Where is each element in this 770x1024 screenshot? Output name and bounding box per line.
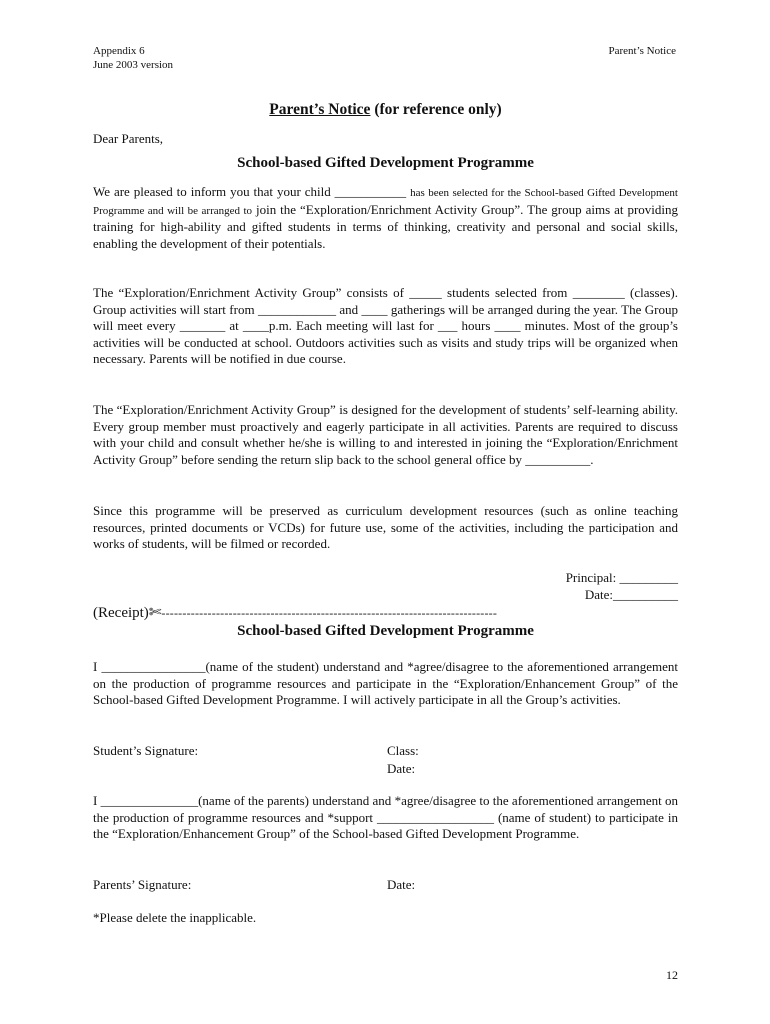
paragraph-intro — [93, 184, 678, 252]
receipt-label: (Receipt) — [93, 605, 149, 621]
paragraph-group-info: The “Exploration/Enrichment Activity Group” consists of _____ students selected from ________ (classes). Group activities will start from ____________ and ____ gatherings will be arranged during the year. The Group will meet every _______ at ____p.m. Each meeting will last for ___ hours ____ minutes. Most of the group’s activities will be conducted at school. Outdoors activities such as visits and study trips will be organized when necessary. Parents will be notified in due course. — [93, 285, 678, 367]
scissors-icon: ✄ — [148, 605, 162, 621]
page-title-underlined: Parent’s Notice — [269, 101, 371, 118]
receipt-programme-title: School-based Gifted Development Programme — [237, 623, 534, 639]
page-title — [93, 101, 678, 119]
class-label: Class: — [387, 743, 419, 758]
student-date-label: Date: — [387, 761, 416, 776]
header-right-label: Parent’s Notice — [608, 45, 676, 57]
programme-title: School-based Gifted Development Programme — [237, 155, 534, 171]
version-label: June 2003 version — [93, 59, 174, 71]
parents-date-label: Date: — [387, 877, 416, 892]
principal-line: Principal: _________ — [565, 570, 678, 585]
cut-dashes: -------------------------------------------------------------------------------- — [161, 606, 498, 620]
student-signature-label: Student’s Signature: — [93, 743, 199, 758]
receipt-student-paragraph: I ________________(name of the student) understand and *agree/disagree to the aforementioned arrangement on the production of programme resources and participate in the “Exploration/Enhancement Group” of the School-based Gifted Development Programme. I will actively participate in all the Group’s activities. — [93, 659, 678, 708]
paragraph-filming: Since this programme will be preserved as curriculum development resources (such as online teaching resources, printed documents or VCDs) for future use, some of the activities, including the participation and works of students, will be filmed or recorded. — [93, 503, 678, 552]
parents-signature-label: Parents’ Signature: — [93, 877, 192, 892]
delete-note: *Please delete the inapplicable. — [93, 910, 257, 925]
page-number: 12 — [666, 968, 678, 982]
receipt-cut-line — [93, 603, 683, 622]
greeting: Dear Parents, — [93, 131, 164, 146]
paragraph-intro-b: join the “Exploration/Enrichment Activity Group”. The group aims at providing training for high-ability and gifted students in terms of thinking, creativity and personal and social skills, enabling the development of their potentials. — [93, 201, 678, 251]
page-title-rest: (for reference only) — [370, 101, 502, 118]
principal-date-line: Date:__________ — [584, 587, 678, 602]
receipt-parent-paragraph: I _______________(name of the parents) understand and *agree/disagree to the aforementioned arrangement on the production of programme resources and *support __________________ (name of student) to participate in the “Exploration/Enhancement Group” of the School-based Gifted Development Programme. — [93, 793, 678, 842]
appendix-label: Appendix 6 — [93, 45, 145, 57]
paragraph-intro-a: We are pleased to inform you that your child ___________ — [93, 184, 411, 199]
paragraph-intro-small: has been selected for the School-based Gifted Development Programme and will be arranged to — [93, 187, 678, 217]
paragraph-group-purpose: The “Exploration/Enrichment Activity Group” is designed for the development of students’ self-learning ability. Every group member must proactively and eagerly participate in all activities. Parents are required to discuss with your child and consult whether he/she is willing to and interested in joining the “Exploration/Enrichment Activity Group” before sending the return slip back to the school general office by __________. — [93, 402, 678, 467]
